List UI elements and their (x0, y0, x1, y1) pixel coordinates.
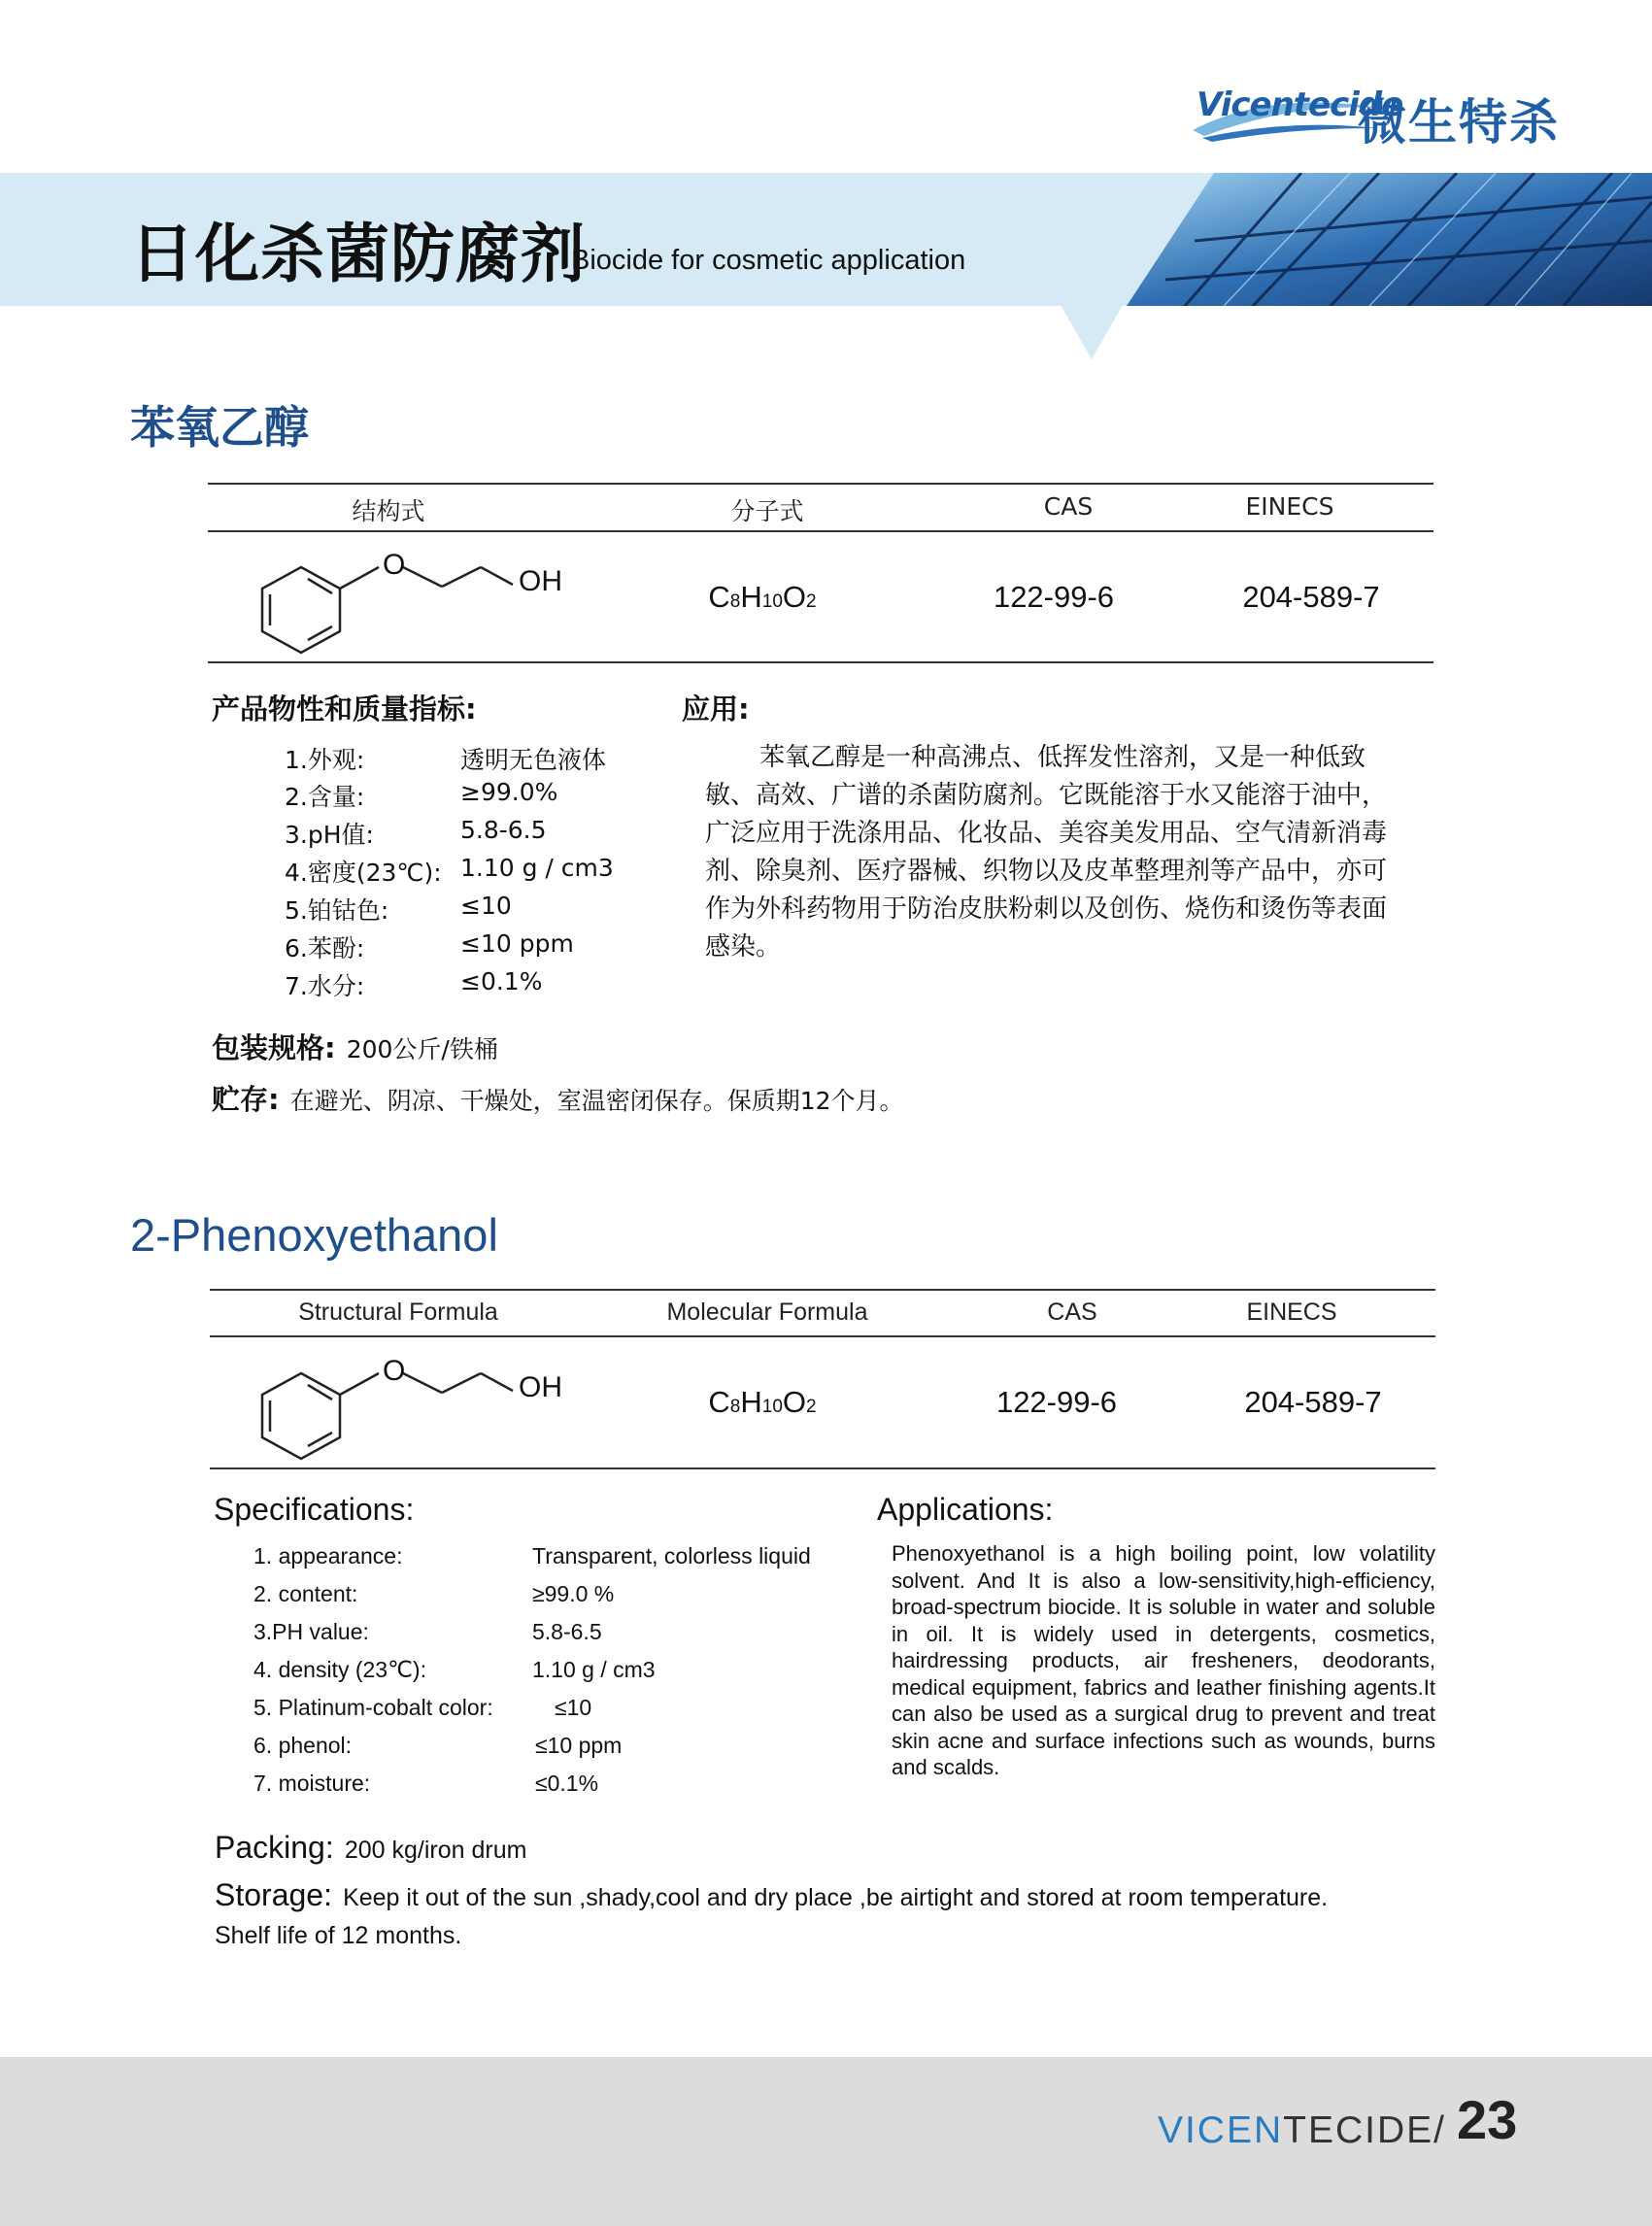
spec-key: 6. phenol: (253, 1733, 353, 1758)
cas-number: 122-99-6 (993, 580, 1115, 614)
packing-row-cn (212, 1027, 498, 1066)
spec-value: ≤0.1% (535, 1771, 599, 1796)
storage-value: Keep it out of the sun ,shady,cool and dry place ,be airtight and stored at room temperature. (343, 1884, 1329, 1911)
shelf-life-en: Shelf life of 12 months. (215, 1922, 462, 1949)
spec-key: 5. Platinum-cobalt color: (253, 1695, 493, 1720)
spec-value: ≥99.0% (460, 778, 558, 806)
table-bottom-rule (210, 1467, 1435, 1469)
einecs-number: 204-589-7 (1242, 580, 1380, 614)
packing-row-en (215, 1830, 526, 1866)
storage-label: 贮存: (212, 1083, 280, 1116)
oxygen-label: O (383, 549, 406, 581)
spec-key: 4. density (23℃): (253, 1657, 426, 1682)
hydroxyl-label: OH (519, 565, 562, 597)
col-header-structure: 结构式 (352, 497, 425, 525)
hydroxyl-label: OH (519, 1371, 562, 1403)
spec-key: 5.铂钴色: (285, 896, 389, 925)
storage-label: Storage: (215, 1877, 332, 1912)
col-header-formula: 分子式 (730, 497, 804, 525)
page-number: 23 (1457, 2089, 1518, 2150)
spec-key: 3.pH值: (285, 821, 374, 849)
col-header-cas: CAS (1043, 492, 1094, 521)
molecular-formula: C8H10O2 (708, 1385, 817, 1419)
section-heading-en: 2-Phenoxyethanol (130, 1209, 498, 1261)
packing-value: 200公斤/铁桶 (346, 1035, 498, 1063)
spec-value: 5.8-6.5 (460, 816, 547, 844)
col-header-einecs: EINECS (1245, 492, 1334, 521)
table-top-rule (208, 483, 1433, 485)
spec-value: ≤10 ppm (535, 1733, 623, 1758)
packing-label: 包装规格: (212, 1031, 336, 1064)
packing-value: 200 kg/iron drum (344, 1837, 527, 1864)
spec-value: 1.10 g / cm3 (460, 854, 614, 882)
footer-brand-part-b: TECIDE/ (1283, 2109, 1446, 2151)
packing-label: Packing: (215, 1830, 334, 1865)
table-mid-rule (208, 530, 1433, 532)
spec-key: 2.含量: (285, 783, 365, 811)
application-text-cn: 苯氧乙醇是一种高沸点、低挥发性溶剂，又是一种低致 敏、高效、广谱的杀菌防腐剂。它既能溶于水又能溶于油中， 广泛应用于洗涤用品、化妆品、美容美发用品、空气清新消毒 剂、除臭剂、医疗器械、织物以及皮革整理剂等产品中，亦可 作为外科药物用于防治皮肤粉刺以及创伤、烧伤和烫伤等表面 感染。 (705, 743, 1388, 961)
spec-value: ≤0.1% (460, 967, 543, 995)
spec-label-cn: 产品物性和质量指标: (212, 692, 477, 725)
section-heading-cn: 苯氧乙醇 (130, 401, 309, 454)
application-text-en: Phenoxyethanol is a high boiling point, low volatility solvent. And It is also a low-sensitivity,high-efficiency, broad-spectrum biocide. It is soluble in water and soluble in oil. It is widely used in detergents, cosmetics, hairdressing products, air fresheners, deodorants, medical equipment, fabrics and leather finishing agents.It can also be used as a surgical drug to prevent and treat skin acne and surface infections such as wounds, burns and scalds. (892, 1541, 1435, 1779)
cas-number: 122-99-6 (995, 1385, 1118, 1419)
storage-value: 在避光、阴凉、干燥处，室温密闭保存。保质期12个月。 (289, 1087, 904, 1115)
spec-key: 7.水分: (285, 972, 365, 1000)
spec-key: 7. moisture: (253, 1771, 371, 1796)
brand-chinese-name: 微生特杀 (1358, 94, 1560, 151)
footer-brand (1158, 2109, 1446, 2152)
footer-brand-part-a: VICEN (1157, 2109, 1284, 2151)
structural-formula (243, 1344, 592, 1470)
col-header-cas: CAS (1047, 1298, 1097, 1326)
spec-value: 1.10 g / cm3 (532, 1657, 656, 1682)
application-label-cn: 应用: (682, 692, 750, 725)
spec-key: 2. content: (253, 1581, 358, 1606)
spec-key: 4.密度(23℃): (285, 859, 442, 887)
header-pointer (1061, 305, 1123, 359)
table-bottom-rule (208, 661, 1433, 663)
glass-building-image (1127, 173, 1652, 306)
table-mid-rule (210, 1335, 1435, 1337)
col-header-structure: Structural Formula (298, 1298, 498, 1326)
table-top-rule (210, 1289, 1435, 1291)
storage-row-cn (212, 1078, 904, 1118)
spec-value: ≤10 (460, 892, 512, 920)
spec-key: 1.外观: (285, 746, 365, 774)
storage-row-en (215, 1877, 1328, 1913)
spec-value: 透明无色液体 (460, 746, 607, 774)
spec-value: ≥99.0 % (532, 1581, 615, 1606)
spec-label-en: Specifications: (214, 1492, 415, 1527)
page-title-chinese: 日化杀菌防腐剂 (130, 217, 586, 291)
spec-key: 6.苯酚: (285, 934, 365, 962)
brand-wordmark: Vicentecide (1197, 85, 1403, 124)
spec-key: 1. appearance: (253, 1543, 403, 1568)
spec-value: ≤10 ppm (460, 929, 574, 958)
molecular-formula: C8H10O2 (708, 580, 817, 614)
spec-value: 5.8-6.5 (532, 1619, 602, 1644)
spec-value: ≤10 (555, 1695, 592, 1720)
structural-formula (243, 538, 592, 664)
spec-value: Transparent, colorless liquid (532, 1543, 811, 1568)
einecs-number: 204-589-7 (1244, 1385, 1382, 1419)
col-header-einecs: EINECS (1246, 1298, 1337, 1326)
oxygen-label: O (383, 1355, 406, 1387)
spec-key: 3.PH value: (253, 1619, 369, 1644)
page-title-english: Biocide for cosmetic application (571, 245, 966, 276)
application-label-en: Applications: (877, 1492, 1054, 1527)
col-header-formula: Molecular Formula (666, 1298, 868, 1326)
